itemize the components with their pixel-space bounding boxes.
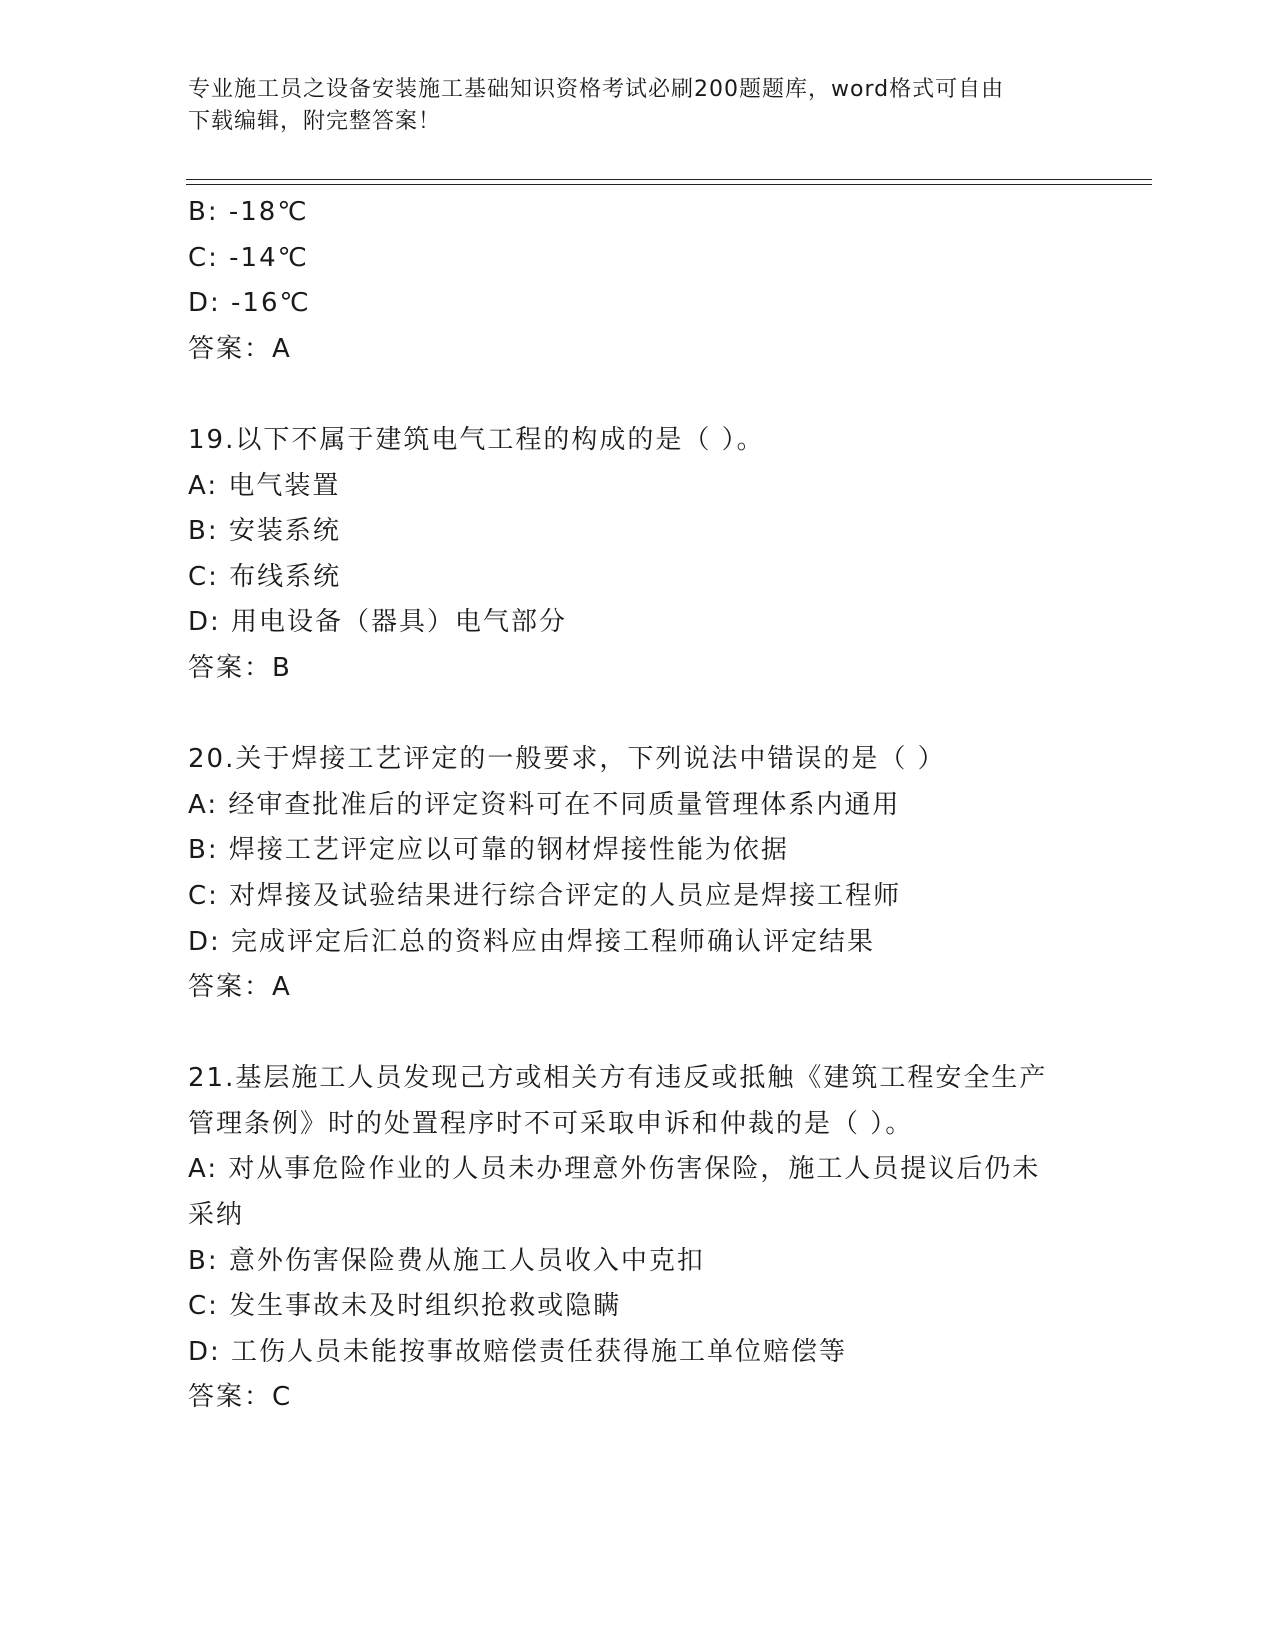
q21-option-c: C: 发生事故未及时组织抢救或隐瞒 <box>188 1291 622 1322</box>
spacer <box>188 692 1088 738</box>
spacer <box>188 372 1088 418</box>
q19-answer: 答案：B <box>188 652 292 683</box>
header-rule-bottom <box>186 184 1152 185</box>
q21-option-a-line-1: A: 对从事危险作业的人员未办理意外伤害保险，施工人员提议后仍未 <box>188 1154 1041 1185</box>
q20-stem: 20.关于焊接工艺评定的一般要求，下列说法中错误的是（ ） <box>188 744 946 775</box>
q19-stem: 19.以下不属于建筑电气工程的构成的是（ ）。 <box>188 424 765 455</box>
q19-option-d: D: 用电设备（器具）电气部分 <box>188 607 568 638</box>
q21-stem-line-1: 21.基层施工人员发现己方或相关方有违反或抵触《建筑工程安全生产 <box>188 1063 1048 1094</box>
header-rule-top <box>186 179 1152 180</box>
q20-answer: 答案：A <box>188 972 292 1003</box>
question-18-tail <box>188 190 1088 372</box>
document-header <box>188 74 1068 138</box>
q20-option-b: B: 焊接工艺评定应以可靠的钢材焊接性能为依据 <box>188 835 789 866</box>
q20-option-a: A: 经审查批准后的评定资料可在不同质量管理体系内通用 <box>188 789 901 820</box>
question-20 <box>188 737 1088 1011</box>
q21-option-b: B: 意外伤害保险费从施工人员收入中克扣 <box>188 1245 705 1276</box>
question-21 <box>188 1056 1088 1421</box>
question-content <box>188 190 1088 1421</box>
q18-answer: 答案：A <box>188 333 292 364</box>
q21-stem-line-2: 管理条例》时的处置程序时不可采取申诉和仲裁的是（ ）。 <box>188 1108 914 1139</box>
question-19 <box>188 418 1088 692</box>
q18-option-c: C: -14℃ <box>188 242 309 273</box>
q19-option-a: A: 电气装置 <box>188 470 341 501</box>
q19-option-c: C: 布线系统 <box>188 561 342 592</box>
q21-option-a-line-2: 采纳 <box>188 1200 245 1231</box>
q20-option-d: D: 完成评定后汇总的资料应由焊接工程师确认评定结果 <box>188 926 876 957</box>
header-line-2: 下载编辑，附完整答案！ <box>188 109 442 134</box>
q18-option-b: B: -18℃ <box>188 197 309 227</box>
spacer <box>188 1011 1088 1057</box>
q21-answer: 答案：C <box>188 1382 293 1413</box>
q20-option-c: C: 对焊接及试验结果进行综合评定的人员应是焊接工程师 <box>188 880 902 911</box>
header-line-1: 专业施工员之设备安装施工基础知识资格考试必刷200题题库，word格式可自由 <box>188 77 1005 102</box>
q21-option-d: D: 工伤人员未能按事故赔偿责任获得施工单位赔偿等 <box>188 1336 848 1367</box>
q18-option-d: D: -16℃ <box>188 288 311 319</box>
q19-option-b: B: 安装系统 <box>188 516 341 547</box>
